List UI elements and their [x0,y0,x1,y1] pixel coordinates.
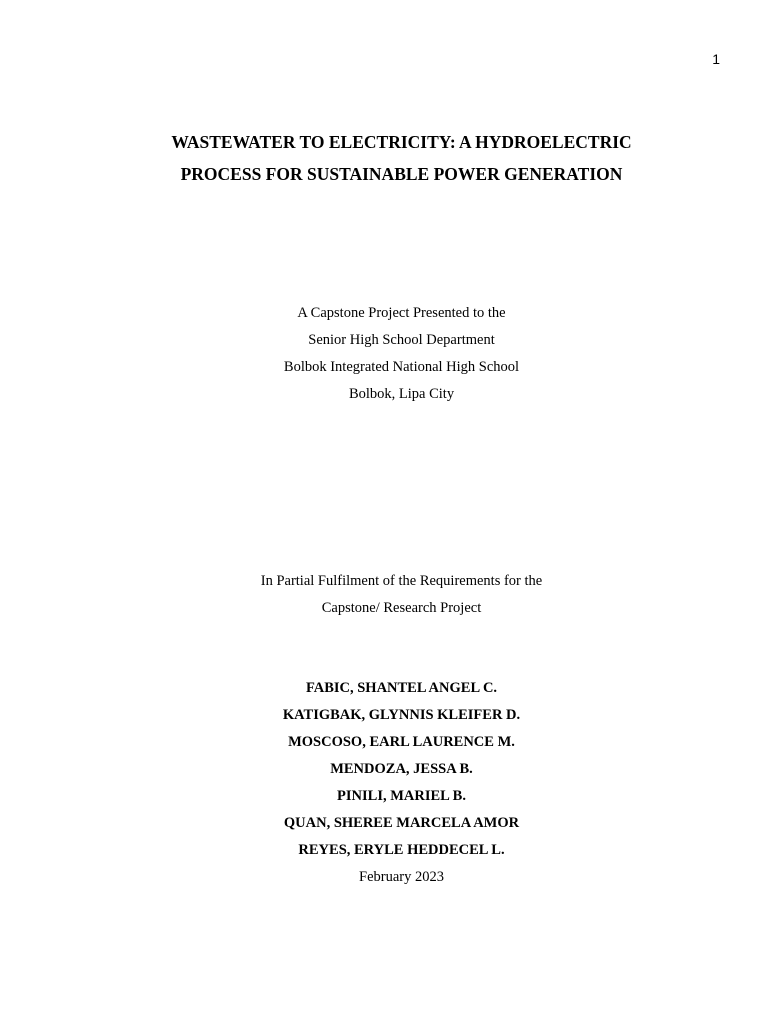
author-name: MENDOZA, JESSA B. [330,761,473,777]
presented-line-4: Bolbok, Lipa City [348,386,455,402]
author-name: QUAN, SHEREE MARCELA AMOR [283,815,520,831]
author-name: FABIC, SHANTEL ANGEL C. [305,680,498,696]
title-line-1: WASTEWATER TO ELECTRICITY: A HYDROELECTRIC [171,132,632,152]
presentation-statement [0,300,768,408]
author-list [0,675,768,891]
fulfilment-line-1: In Partial Fulfilment of the Requirements for the [260,573,543,589]
author-name: KATIGBAK, GLYNNIS KLEIFER D. [282,707,521,723]
document-title [0,126,768,190]
title-line-2: PROCESS FOR SUSTAINABLE POWER GENERATION [180,164,623,184]
presented-line-3: Bolbok Integrated National High School [283,359,520,375]
author-name: PINILI, MARIEL B. [337,788,466,804]
submission-date: February 2023 [359,869,444,885]
fulfilment-statement [0,568,768,622]
page-number: 1 [712,51,720,67]
author-name: REYES, ERYLE HEDDECEL L. [298,842,505,858]
presented-line-1: A Capstone Project Presented to the [297,305,506,321]
presented-line-2: Senior High School Department [308,332,495,348]
author-name: MOSCOSO, EARL LAURENCE M. [288,734,515,750]
fulfilment-line-2: Capstone/ Research Project [321,600,482,616]
